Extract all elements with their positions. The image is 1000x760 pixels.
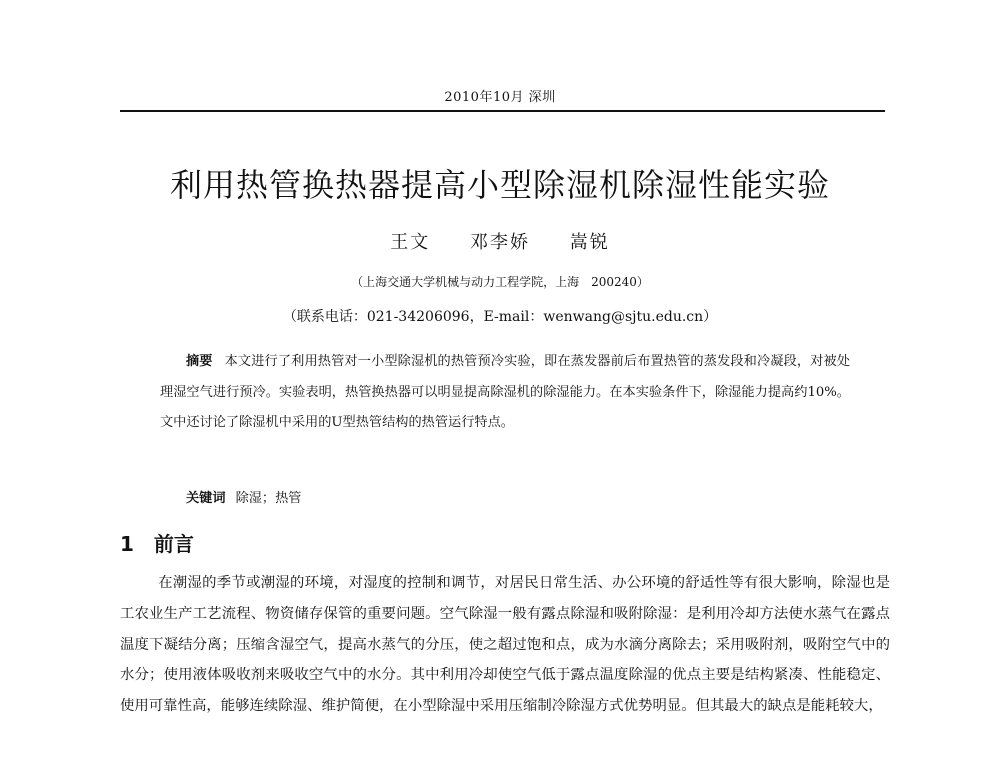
section-number: 1	[120, 532, 134, 556]
author-2: 邓李娇	[470, 232, 530, 253]
author-3: 嵩锐	[569, 232, 610, 253]
running-header: 2010年10月 深圳	[444, 90, 556, 105]
abstract	[160, 347, 850, 439]
paper-title: 利用热管换热器提高小型除湿机除湿性能实验	[169, 166, 830, 204]
affiliation: （上海交通大学机械与动力工程学院，上海 200240）	[351, 275, 649, 289]
keywords	[186, 487, 302, 506]
abstract-text: 本文进行了利用热管对一小型除湿机的热管预冷实验，即在蒸发器前后布置热管的蒸发段和冷凝段，对被处理湿空气进行预冷。实验表明，热管换热器可以明显提高除湿机的除湿能力。在本实验条件下，除湿能力提高约10%。文中还讨论了除湿机中采用的U型热管结构的热管运行特点。	[160, 354, 851, 430]
section-body	[120, 568, 890, 722]
author-list	[0, 228, 1000, 254]
section-title: 前言	[153, 532, 194, 556]
keywords-text: 除湿；热管	[235, 491, 302, 506]
header-rule	[120, 110, 885, 112]
author-1: 王文	[390, 232, 431, 253]
section-heading	[120, 528, 194, 557]
contact-info: （联系电话：021-34206096，E-mail：wenwang@sjtu.edu.cn）	[282, 309, 718, 325]
abstract-label: 摘要	[186, 354, 213, 369]
paragraph-text: 在潮湿的季节或潮湿的环境，对湿度的控制和调节，对居民日常生活、办公环境的舒适性等有很大影响，除湿也是工农业生产工艺流程、物资储存保管的重要问题。空气除湿一般有露点除湿和吸附除湿：是利用冷却方法使水蒸气在露点温度下凝结分离；压缩含湿空气，提高水蒸气的分压，使之超过饱和点，成为水滴分离除去；采用吸附剂，吸附空气中的水分；使用液体吸收剂来吸收空气中的水分。其中利用冷却使空气低于露点温度除湿的优点主要是结构紧凑、性能稳定、使用可靠性高，能够连续除湿、维护简便，在小型除湿中采用压缩制冷除湿方式优势明显。但其最大的缺点是能耗较大，	[120, 575, 890, 715]
keywords-label: 关键词	[186, 491, 226, 506]
